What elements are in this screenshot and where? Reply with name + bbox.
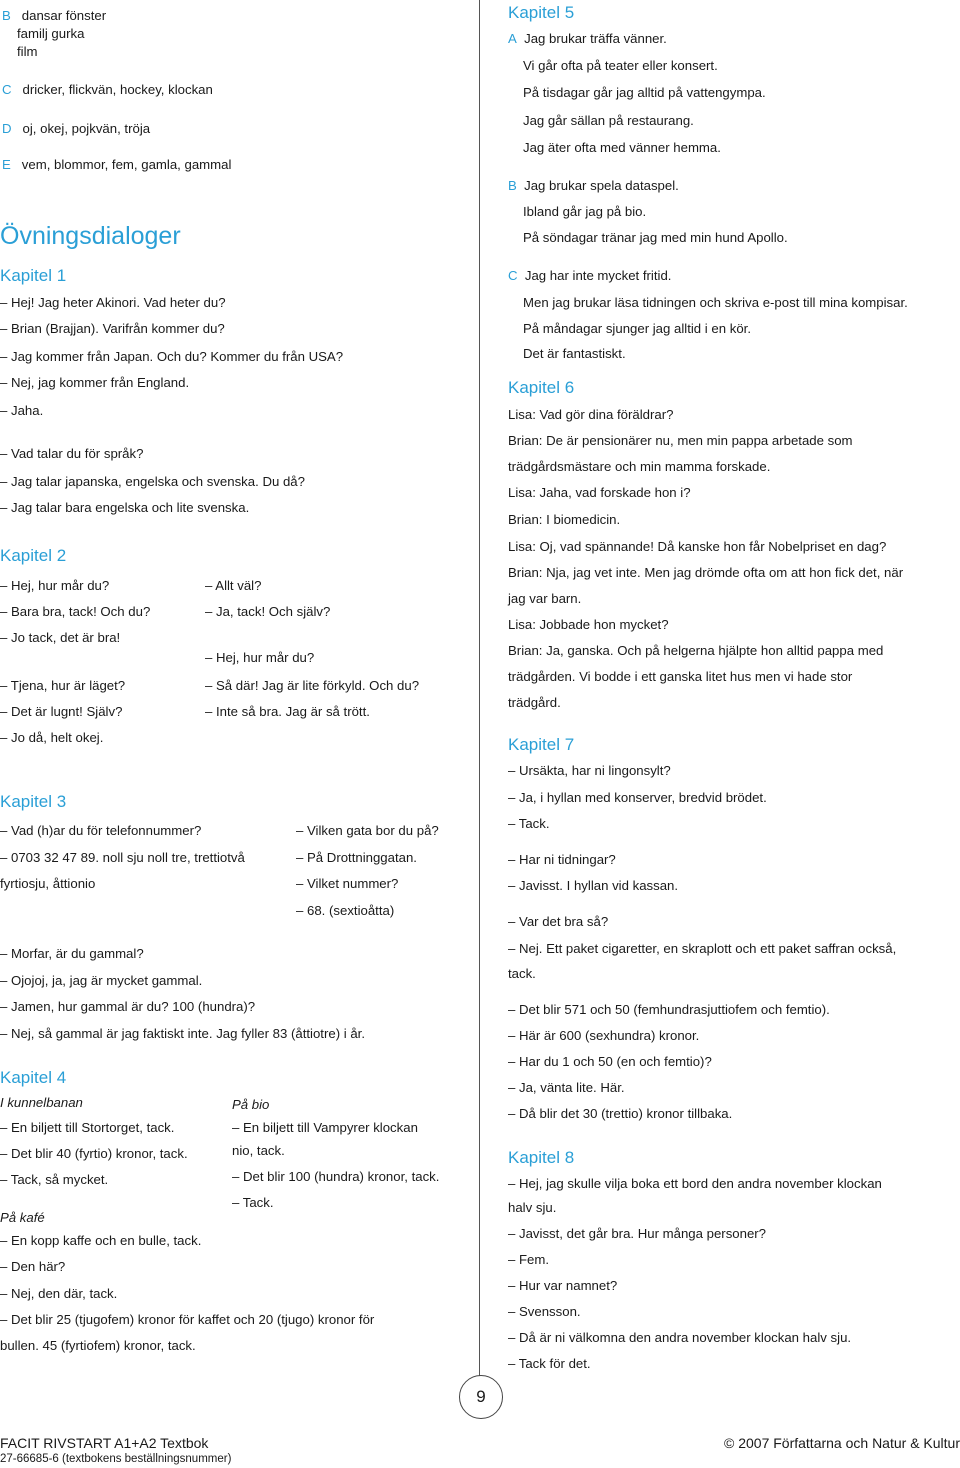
dialog-line: – Då blir det 30 (trettio) kronor tillbaka. xyxy=(508,1106,733,1121)
dialog-line: – Bara bra, tack! Och du? xyxy=(0,604,151,619)
pron-text: dansar fönster xyxy=(21,8,107,23)
pron-d-row xyxy=(2,121,150,137)
kap5-c-row xyxy=(508,268,671,284)
dialog-line: – Jaha. xyxy=(0,403,44,418)
dialog-line: – Javisst. I hyllan vid kassan. xyxy=(508,878,679,893)
dialog-line: tack. xyxy=(508,966,536,981)
exercise-line: Men jag brukar läsa tidningen och skriva e-post till mina kompisar. xyxy=(523,295,908,310)
dialog-line: – Ojojoj, ja, jag är mycket gammal. xyxy=(0,973,203,988)
kapitel4-title: Kapitel 4 xyxy=(0,1068,67,1087)
dialog-line: – Tjena, hur är läget? xyxy=(0,678,126,693)
dialog-line: – Vilket nummer? xyxy=(296,876,399,891)
dialog-line: – Hej, hur mår du? xyxy=(0,578,110,593)
footer-isbn: 27-66685-6 (textbokens beställningsnummer) xyxy=(0,1453,232,1465)
dialog-line: trädgården. Vi bodde i ett ganska litet hus men vi hade stor xyxy=(508,669,853,684)
dialog-line: – Nej, jag kommer från England. xyxy=(0,375,190,390)
dialog-line: – En kopp kaffe och en bulle, tack. xyxy=(0,1233,202,1248)
exercise-line: Vi går ofta på teater eller konsert. xyxy=(523,58,718,73)
dialog-line: – Jo tack, det är bra! xyxy=(0,630,121,645)
dialog-line: – Svensson. xyxy=(508,1304,581,1319)
dialog-line: – Ja, i hyllan med konserver, bredvid brödet. xyxy=(508,790,767,805)
pron-letter: D xyxy=(2,121,12,136)
column-divider xyxy=(479,0,480,1382)
dialog-line: trädgårdsmästare och min mamma forskade. xyxy=(508,459,771,474)
dialog-line: – Ja, vänta lite. Här. xyxy=(508,1080,625,1095)
dialog-line: – Tack. xyxy=(232,1195,274,1210)
exercise-text: Jag har inte mycket fritid. xyxy=(524,268,672,283)
dialog-line: – Här är 600 (sexhundra) kronor. xyxy=(508,1028,700,1043)
exercise-text: Jag brukar spela dataspel. xyxy=(524,178,679,193)
exercise-line: Jag äter ofta med vänner hemma. xyxy=(523,140,721,155)
pron-line: familj gurka xyxy=(17,26,85,41)
pron-letter: E xyxy=(2,157,11,172)
dialog-line: – Allt väl? xyxy=(205,578,262,593)
exercise-line: På tisdagar går jag alltid på vattengympa. xyxy=(523,85,766,100)
footer-copyright: © 2007 Författarna och Natur & Kultur xyxy=(724,1435,960,1451)
dialog-line: halv sju. xyxy=(508,1200,557,1215)
dialog-line: – Vad talar du för språk? xyxy=(0,446,144,461)
dialog-line: – Då är ni välkomna den andra november klockan halv sju. xyxy=(508,1330,852,1345)
dialog-line: – 0703 32 47 89. noll sju noll tre, trettiotvå xyxy=(0,850,245,865)
dialog-line: – Har ni tidningar? xyxy=(508,852,616,867)
dialog-line: jag var barn. xyxy=(508,591,582,606)
dialog-line: – Vad (h)ar du för telefonnummer? xyxy=(0,823,202,838)
kapitel1-title: Kapitel 1 xyxy=(0,266,67,285)
pron-line: film xyxy=(17,44,38,59)
dialog-line: Brian: Ja, ganska. Och på helgerna hjälpte hon alltid pappa med xyxy=(508,643,884,658)
subheading-bio: På bio xyxy=(232,1097,270,1112)
dialog-line: – Jag kommer från Japan. Och du? Kommer du från USA? xyxy=(0,349,344,364)
dialog-line: – Har du 1 och 50 (en och femtio)? xyxy=(508,1054,712,1069)
kapitel6-title: Kapitel 6 xyxy=(508,378,575,397)
dialog-line: – Jag talar japanska, engelska och svenska. Du då? xyxy=(0,474,305,489)
footer-book-title: FACIT RIVSTART A1+A2 Textbok xyxy=(0,1435,209,1451)
dialog-line: – En biljett till Stortorget, tack. xyxy=(0,1120,175,1135)
subheading-kunnelbanan: I kunnelbanan xyxy=(0,1095,83,1110)
dialog-line: – Morfar, är du gammal? xyxy=(0,946,144,961)
dialog-line: – Hur var namnet? xyxy=(508,1278,618,1293)
pron-letter: C xyxy=(2,82,12,97)
page-number: 9 xyxy=(459,1375,503,1419)
pron-b-row xyxy=(2,8,106,24)
dialog-line: – Fem. xyxy=(508,1252,550,1267)
exercise-letter: B xyxy=(508,178,517,193)
subheading-kafe: På kafé xyxy=(0,1210,45,1225)
dialog-line: Lisa: Oj, vad spännande! Då kanske hon får Nobelpriset en dag? xyxy=(508,539,887,554)
pron-letter: B xyxy=(2,8,11,23)
dialog-line: – Hej, hur mår du? xyxy=(205,650,315,665)
dialog-line: – Så där! Jag är lite förkyld. Och du? xyxy=(205,678,420,693)
dialog-line: – Var det bra så? xyxy=(508,914,609,929)
dialog-line: – Det är lugnt! Själv? xyxy=(0,704,123,719)
dialog-line: – Vilken gata bor du på? xyxy=(296,823,439,838)
dialog-line: Brian: Nja, jag vet inte. Men jag drömde ofta om att hon fick det, när xyxy=(508,565,904,580)
dialog-line: Lisa: Jaha, vad forskade hon i? xyxy=(508,485,691,500)
dialog-line: – Ursäkta, har ni lingonsylt? xyxy=(508,763,671,778)
kapitel7-title: Kapitel 7 xyxy=(508,735,575,754)
dialog-line: – Hej! Jag heter Akinori. Vad heter du? xyxy=(0,295,226,310)
kapitel2-title: Kapitel 2 xyxy=(0,546,67,565)
dialog-line: nio, tack. xyxy=(232,1143,285,1158)
dialog-line: – På Drottninggatan. xyxy=(296,850,417,865)
exercise-line: På söndagar tränar jag med min hund Apollo. xyxy=(523,230,788,245)
dialog-line: – En biljett till Vampyrer klockan xyxy=(232,1120,418,1135)
dialog-line: trädgård. xyxy=(508,695,561,710)
dialog-line: – Jamen, hur gammal är du? 100 (hundra)? xyxy=(0,999,256,1014)
pron-text: dricker, flickvän, hockey, klockan xyxy=(22,82,213,97)
dialog-line: – Det blir 100 (hundra) kronor, tack. xyxy=(232,1169,440,1184)
dialog-line: – Hej, jag skulle vilja boka ett bord den andra november klockan xyxy=(508,1176,882,1191)
pron-c-row xyxy=(2,82,213,98)
dialog-line: Brian: De är pensionärer nu, men min pappa arbetade som xyxy=(508,433,853,448)
exercise-letter: C xyxy=(508,268,518,283)
dialog-line: – Det blir 25 (tjugofem) kronor för kaffet och 20 (tjugo) kronor för xyxy=(0,1312,375,1327)
exercise-letter: A xyxy=(508,31,517,46)
dialog-line: – Tack. xyxy=(508,816,550,831)
dialog-line: – Ja, tack! Och själv? xyxy=(205,604,331,619)
main-title: Övningsdialoger xyxy=(0,222,181,250)
exercise-line: Jag går sällan på restaurang. xyxy=(523,113,694,128)
pron-text: oj, okej, pojkvän, tröja xyxy=(22,121,151,136)
dialog-line: – 68. (sextioåtta) xyxy=(296,903,395,918)
dialog-line: bullen. 45 (fyrtiofem) kronor, tack. xyxy=(0,1338,196,1353)
exercise-text: Jag brukar träffa vänner. xyxy=(524,31,667,46)
dialog-line: – Tack för det. xyxy=(508,1356,591,1371)
dialog-line: – Javisst, det går bra. Hur många personer? xyxy=(508,1226,767,1241)
dialog-line: Lisa: Jobbade hon mycket? xyxy=(508,617,669,632)
pron-text: vem, blommor, fem, gamla, gammal xyxy=(21,157,232,172)
dialog-line: – Inte så bra. Jag är så trött. xyxy=(205,704,370,719)
dialog-line: Lisa: Vad gör dina föräldrar? xyxy=(508,407,674,422)
exercise-line: På måndagar sjunger jag alltid i en kör. xyxy=(523,321,751,336)
dialog-line: – Det blir 40 (fyrtio) kronor, tack. xyxy=(0,1146,188,1161)
kap5-a-row xyxy=(508,31,667,47)
dialog-line: – Nej, så gammal är jag faktiskt inte. Jag fyller 83 (åttiotre) i år. xyxy=(0,1026,365,1041)
kap5-b-row xyxy=(508,178,679,194)
dialog-line: – Jag talar bara engelska och lite svenska. xyxy=(0,500,250,515)
exercise-line: Ibland går jag på bio. xyxy=(523,204,647,219)
dialog-line: – Nej, den där, tack. xyxy=(0,1286,118,1301)
pron-e-row xyxy=(2,157,231,173)
dialog-line: – Den här? xyxy=(0,1259,66,1274)
dialog-line: Brian: I biomedicin. xyxy=(508,512,621,527)
kapitel5-title: Kapitel 5 xyxy=(508,3,575,22)
dialog-line: fyrtiosju, åttionio xyxy=(0,876,96,891)
dialog-line: – Det blir 571 och 50 (femhundrasjuttiofem och femtio). xyxy=(508,1002,830,1017)
dialog-line: – Tack, så mycket. xyxy=(0,1172,109,1187)
kapitel8-title: Kapitel 8 xyxy=(508,1148,575,1167)
dialog-line: – Brian (Brajjan). Varifrån kommer du? xyxy=(0,321,225,336)
kapitel3-title: Kapitel 3 xyxy=(0,792,67,811)
dialog-line: – Jo då, helt okej. xyxy=(0,730,104,745)
dialog-line: – Nej. Ett paket cigaretter, en skraplott och ett paket saffran också, xyxy=(508,941,897,956)
exercise-line: Det är fantastiskt. xyxy=(523,346,626,361)
